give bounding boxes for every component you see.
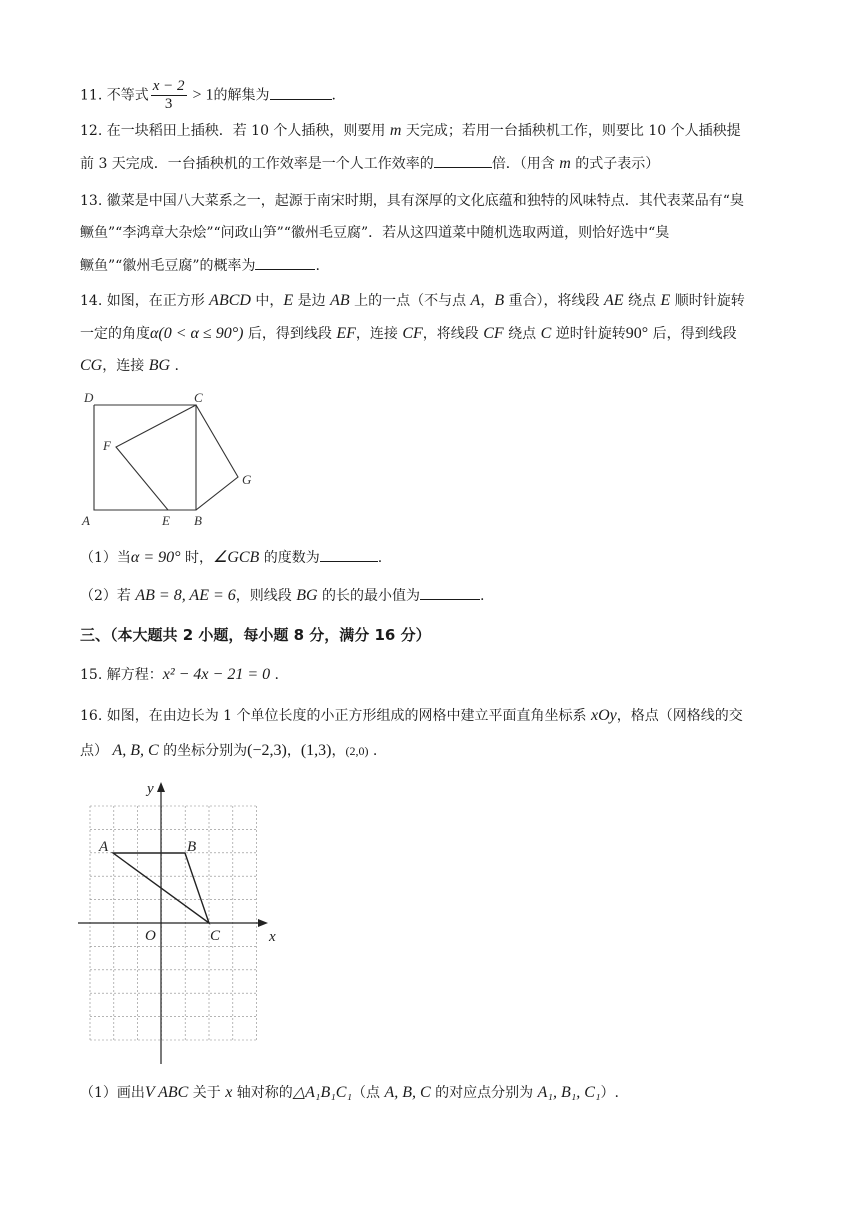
q16-part-text: 的对应点分别为 xyxy=(430,1085,538,1101)
q14-text: ， xyxy=(480,293,495,309)
question-12-line-2 xyxy=(80,153,659,173)
q13-text-3: 鳜鱼”“徽州毛豆腐”的概率为 xyxy=(80,258,256,274)
math-cg: CG xyxy=(80,357,103,374)
math-abc1: A₁, B₁, C₁ xyxy=(537,1084,601,1101)
math-b: B xyxy=(494,292,505,309)
q14-text: 上的一点（不与点 xyxy=(349,293,471,309)
math-triangle-image: △A₁B₁C₁ xyxy=(292,1084,353,1101)
q14-text: 是边 xyxy=(293,293,331,309)
q14-text: 绕点 xyxy=(623,293,661,309)
math-ae: AE xyxy=(604,292,624,309)
question-16-part-1 xyxy=(80,1082,619,1102)
coord-a: (−2,3) xyxy=(247,742,287,759)
q13-text-2: 鳜鱼”“李鸿章大杂烩”“问政山笋”“徽州毛豆腐”．若从这四道菜中随机选取两道，则恰好选中“臭 xyxy=(80,225,670,241)
math-90: 90° xyxy=(625,325,649,342)
fraction-numerator: x − 2 xyxy=(152,78,185,94)
question-12-line-1 xyxy=(80,120,741,140)
period: . xyxy=(315,258,320,274)
label-d: D xyxy=(84,390,94,405)
coord-b: (1,3) xyxy=(300,742,332,759)
label-a: A xyxy=(82,513,90,528)
math-abc: A, B, C xyxy=(112,742,159,759)
q16-part-text: ）. xyxy=(600,1085,619,1101)
period: . xyxy=(377,550,383,566)
question-14-part-1 xyxy=(80,547,382,567)
q14-text: ，连接 xyxy=(102,358,149,374)
q16-part-text: 轴对称的 xyxy=(232,1085,293,1101)
var-m: m xyxy=(389,122,402,139)
x-axis-label: x xyxy=(269,929,276,945)
q14-part-text: 时， xyxy=(180,550,213,566)
math-abc: A, B, C xyxy=(384,1084,431,1101)
math-xoy: xOy xyxy=(590,707,617,724)
q16-text: 的坐标分别为 xyxy=(158,743,248,759)
math-cf: CF xyxy=(483,325,504,342)
square-abcd xyxy=(94,405,196,510)
q11-text-2: 的解集为 xyxy=(213,87,270,104)
q12-text-3: 前 3 天完成．一台插秧机的工作效率是一个人工作效率的 xyxy=(80,156,434,172)
q16-text: 16. 如图，在由边长为 1 个单位长度的小正方形组成的网格中建立平面直角坐标系 xyxy=(80,708,591,724)
q14-text: 14. 如图，在正方形 xyxy=(80,293,210,309)
q16-part-text: （1）画出 xyxy=(80,1085,145,1101)
q14-part-text: 的长的最小值为 xyxy=(317,588,420,604)
separator: ， xyxy=(286,743,301,759)
math-e: E xyxy=(660,292,671,309)
q13-text: 13. 徽菜是中国八大菜系之一，起源于南宋时期，具有深厚的文化底蕴和独特的风味特点．其代表菜品有“臭 xyxy=(80,193,744,209)
question-16-line-1 xyxy=(80,705,743,725)
label-e: E xyxy=(162,513,170,528)
answer-blank[interactable] xyxy=(434,155,492,168)
question-13-line-2 xyxy=(80,222,669,242)
math-condition: α = 90° xyxy=(130,549,181,566)
period: . xyxy=(368,743,378,759)
question-15 xyxy=(80,664,279,684)
math-triangle: V ABC xyxy=(144,1084,189,1101)
answer-blank[interactable] xyxy=(255,257,315,270)
x-axis-arrow xyxy=(258,919,268,927)
figure-16-grid xyxy=(76,776,296,1076)
question-14-line-1 xyxy=(80,290,745,310)
q14-part-text: ，则线段 xyxy=(235,588,297,604)
q14-text: 一定的角度 xyxy=(80,326,150,342)
q15-text: 15. 解方程： xyxy=(80,667,163,683)
math-condition: AB = 8, AE = 6 xyxy=(135,587,236,604)
q16-text: 点） xyxy=(80,743,113,759)
q14-part-text: （2）若 xyxy=(80,588,136,604)
q14-text: 逆时针旋转 xyxy=(551,326,626,342)
q14-text: 绕点 xyxy=(503,326,541,342)
answer-blank[interactable] xyxy=(270,87,332,100)
q14-part-text: 的度数为 xyxy=(259,550,320,566)
label-g: G xyxy=(242,472,252,487)
fraction-denominator: 3 xyxy=(164,96,173,112)
math-ef: EF xyxy=(336,325,356,342)
math-bg: BG xyxy=(148,357,171,374)
q11-relation: > 1 xyxy=(188,86,214,104)
math-a: A xyxy=(470,292,481,309)
q16-part-text: 关于 xyxy=(188,1085,226,1101)
q14-text: 后，得到线段 xyxy=(648,326,737,342)
origin-label: O xyxy=(145,928,156,944)
math-c: C xyxy=(540,325,552,342)
question-14-line-3 xyxy=(80,355,179,375)
separator: ， xyxy=(331,743,346,759)
q14-text: 重合），将线段 xyxy=(504,293,605,309)
q11-fraction xyxy=(151,78,187,113)
q14-text: 后，得到线段 xyxy=(243,326,337,342)
math-bg: BG xyxy=(296,587,318,604)
point-b-label: B xyxy=(187,839,197,855)
q12-text-5: 的式子表示） xyxy=(570,156,660,172)
label-c: C xyxy=(194,390,203,405)
point-c-label: C xyxy=(210,928,221,944)
period: . xyxy=(270,667,280,683)
q12-text: 12. 在一块稻田上插秧．若 10 个人插秧，则要用 xyxy=(80,123,390,139)
math-alpha-range: α(0 < α ≤ 90°) xyxy=(150,325,244,342)
q14-text: 中， xyxy=(250,293,284,309)
q14-text: ，将线段 xyxy=(422,326,484,342)
q12-text-4: 倍．（用含 xyxy=(491,156,560,172)
question-14-line-2 xyxy=(80,323,737,343)
question-14-part-2 xyxy=(80,585,484,605)
label-b: B xyxy=(194,513,202,528)
question-13-line-3 xyxy=(80,255,320,275)
period: . xyxy=(480,588,485,604)
q16-text: ，格点（网格线的交 xyxy=(616,708,743,724)
y-axis-arrow xyxy=(157,782,165,792)
section-3-heading: 三、（本大题共 2 小题，每小题 8 分，满分 16 分） xyxy=(80,626,431,644)
var-m: m xyxy=(559,155,571,172)
answer-blank[interactable] xyxy=(320,549,378,562)
math-abcd: ABCD xyxy=(209,292,251,309)
math-ab: AB xyxy=(330,292,350,309)
answer-blank[interactable] xyxy=(420,587,480,600)
math-x: x xyxy=(225,1084,233,1101)
label-f: F xyxy=(103,438,111,453)
math-equation: x² − 4x − 21 = 0 xyxy=(162,666,271,683)
point-a-label: A xyxy=(99,839,109,855)
question-13-line-1 xyxy=(80,190,744,210)
q14-part-text: （1）当 xyxy=(80,550,131,566)
y-axis-label: y xyxy=(147,781,154,797)
question-16-line-2 xyxy=(80,740,377,760)
figure-14-square xyxy=(78,388,278,528)
math-cf: CF xyxy=(402,325,423,342)
period: . xyxy=(170,358,179,374)
question-11 xyxy=(80,78,336,113)
period: . xyxy=(331,87,336,104)
q14-text: 顺时针旋转 xyxy=(670,293,745,309)
q11-text: 11. 不等式 xyxy=(80,87,149,104)
q14-text: ，连接 xyxy=(355,326,403,342)
math-e: E xyxy=(283,292,294,309)
q12-text-2: 天完成；若用一台插秧机工作，则要比 10 个人插秧提 xyxy=(401,123,741,139)
q16-part-text: （点 xyxy=(352,1085,385,1101)
quad-efcg xyxy=(116,405,238,510)
coord-c: (2,0) xyxy=(345,744,369,758)
math-angle: ∠GCB xyxy=(212,549,260,566)
